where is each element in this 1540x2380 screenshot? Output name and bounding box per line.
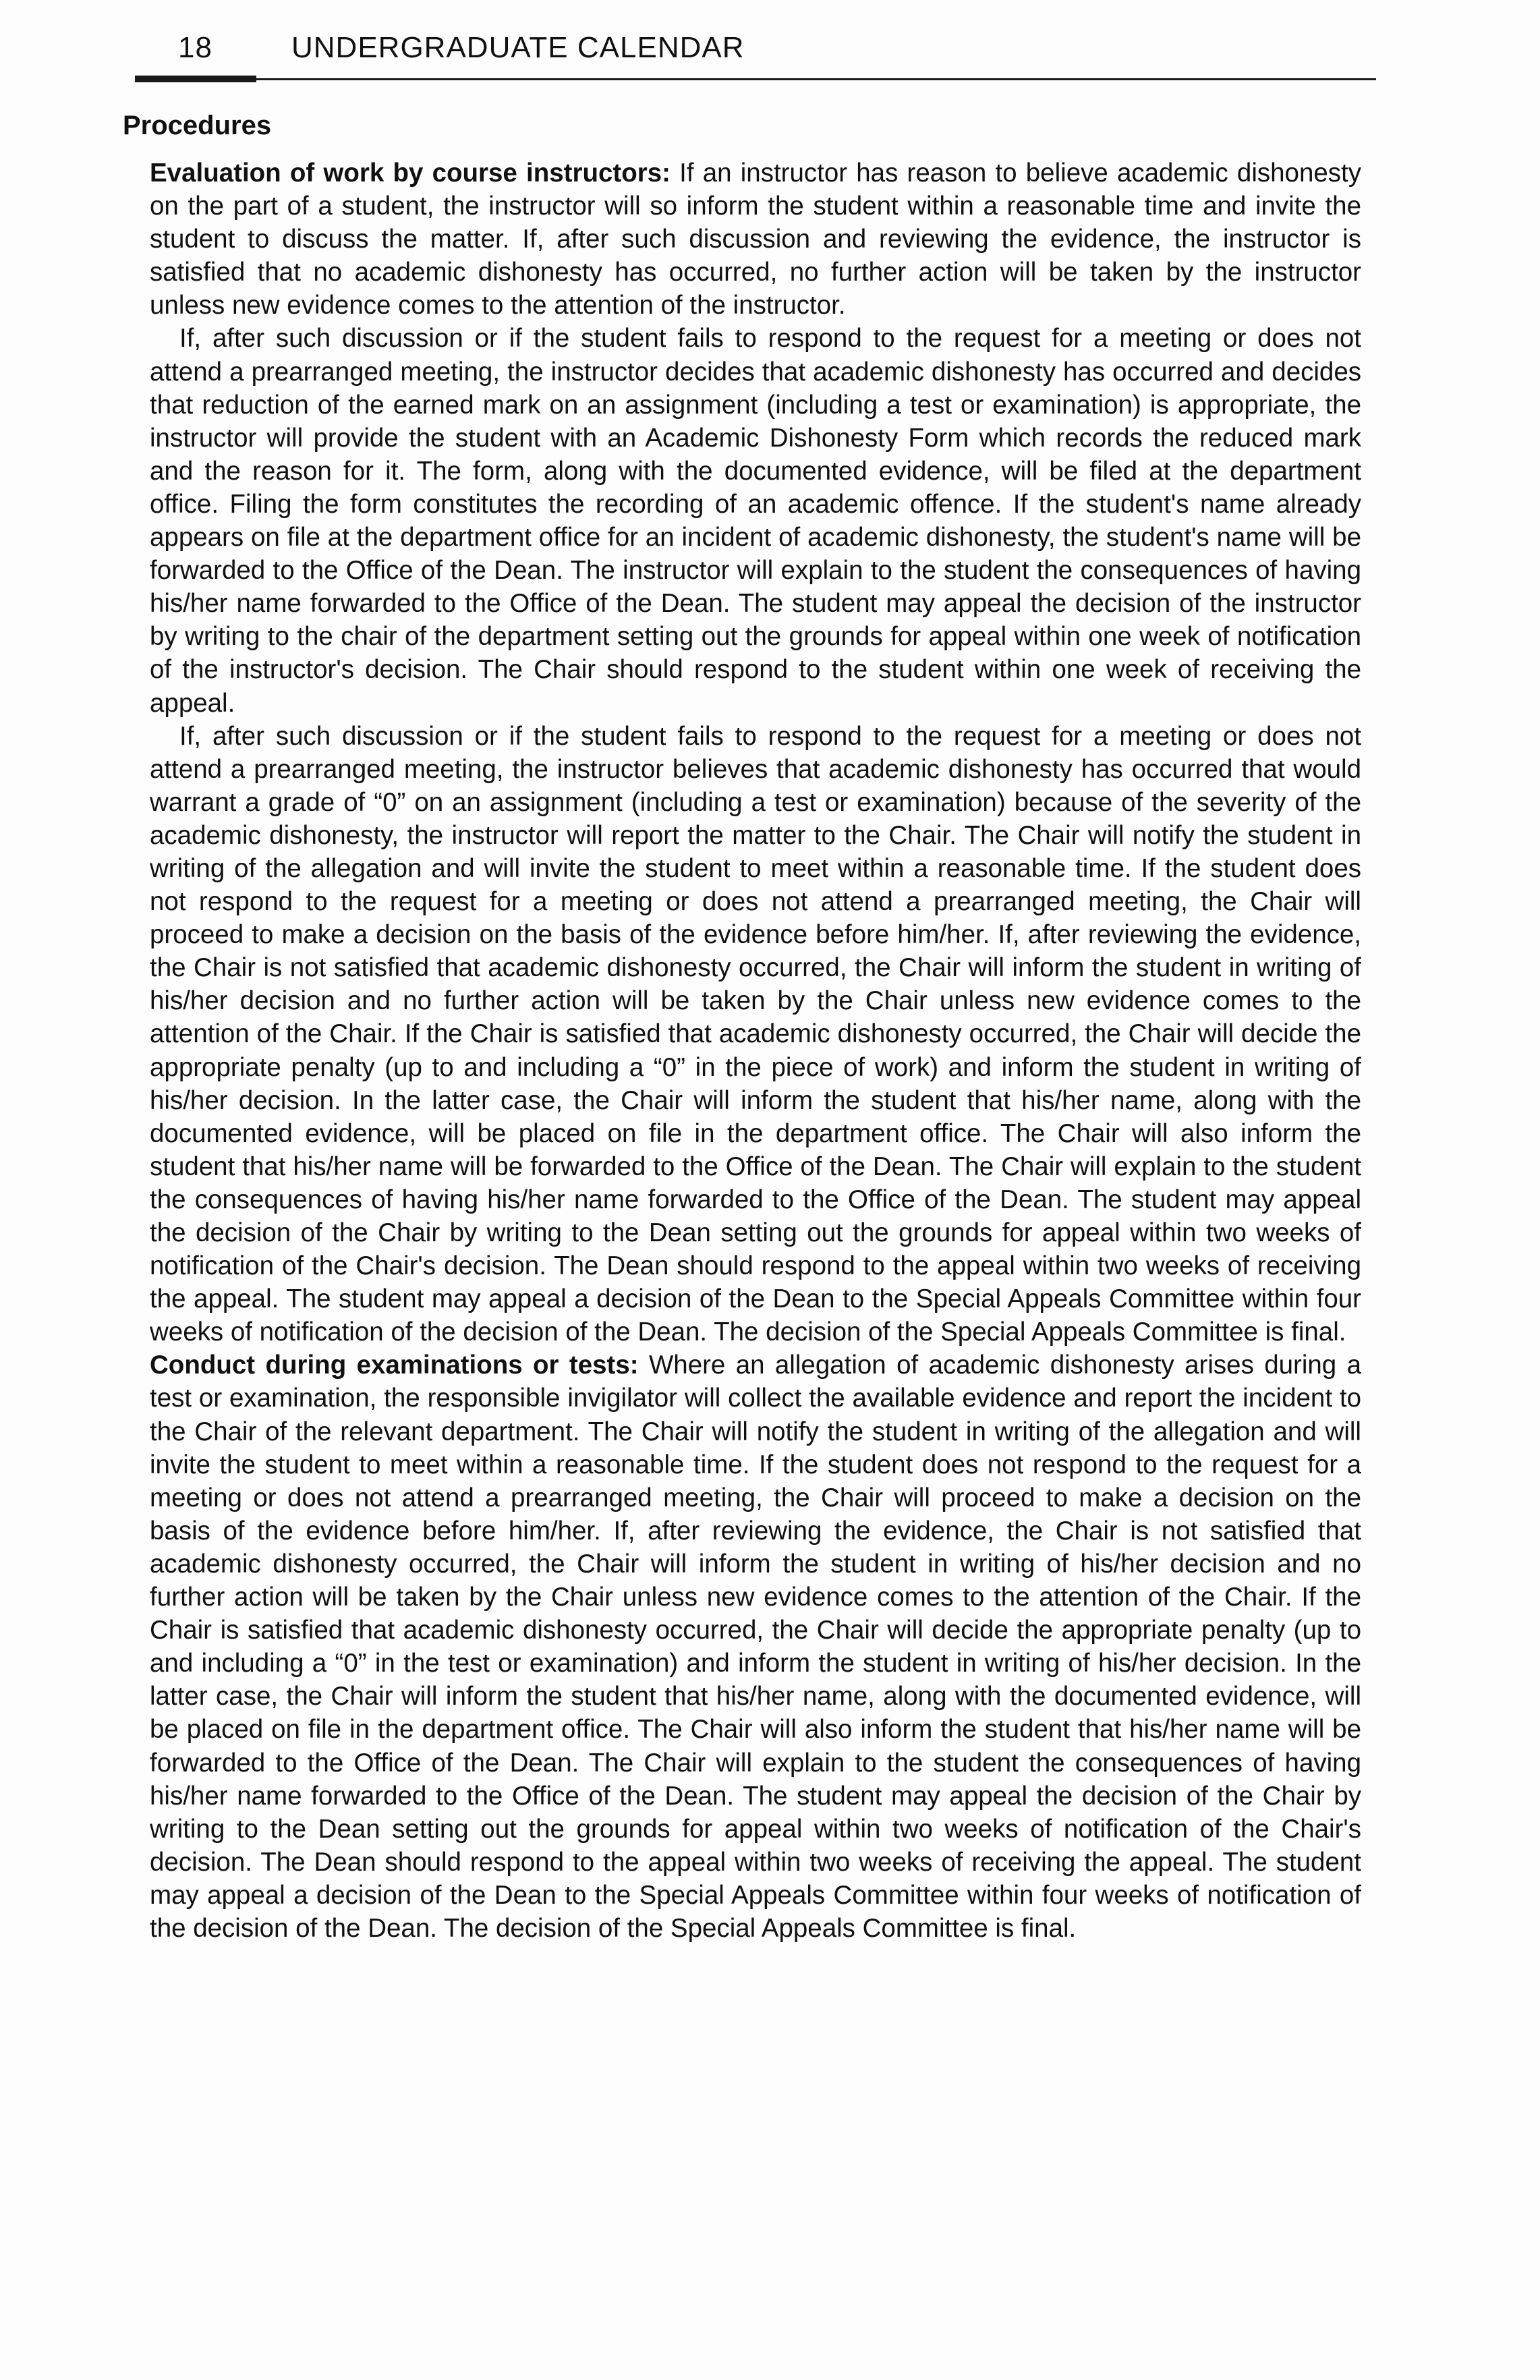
paragraph-examinations <box>150 1349 1361 1945</box>
paragraph-evaluation <box>150 157 1361 322</box>
page-header <box>135 26 1376 80</box>
paragraph-text: If, after such discussion or if the student fails to respond to the request for a meeting or does not attend a prearranged meeting, the instructor decides that academic dishonesty has occurred and decides that reduction of the earned mark on an assignment (including a test or examination) is appropriate, the instructor will provide the student with an Academic Dishonesty Form which records the reduced mark and the reason for it. The form, along with the documented evidence, will be filed at the department office. Filing the form constitutes the recording of an academic offence. If the student's name already appears on file at the department office for an incident of academic dishonesty, the student's name will be forwarded to the Office of the Dean. The instructor will explain to the student the consequences of having his/her name forwarded to the Office of the Dean. The student may appeal the decision of the instructor by writing to the chair of the department setting out the grounds for appeal within one week of notification of the instructor's decision. The Chair should respond to the student within one week of receiving the appeal. <box>150 324 1361 718</box>
paragraph-lead: Evaluation of work by course instructors: <box>150 159 671 188</box>
section-title: Procedures <box>123 111 272 140</box>
paragraph-text: If, after such discussion or if the student fails to respond to the request for a meeting or does not attend a prearranged meeting, the instructor believes that academic dishonesty has occurred that would warrant a grade of “0” on an assignment (including a test or examination) because of the severity of the academic dishonesty, the instructor will report the matter to the Chair. The Chair will notify the student in writing of the allegation and will invite the student to meet within a reasonable time. If the student does not respond to the request for a meeting or does not attend a prearranged meeting, the Chair will proceed to make a decision on the basis of the evidence before him/her. If, after reviewing the evidence, the Chair is not satisfied that academic dishonesty occurred, the Chair will inform the student in writing of his/her decision and no further action will be taken by the Chair unless new evidence comes to the attention of the Chair. If the Chair is satisfied that academic dishonesty occurred, the Chair will decide the appropriate penalty (up to and including a “0” in the piece of work) and inform the student in writing of his/her decision. In the latter case, the Chair will inform the student that his/her name, along with the documented evidence, will be placed on file in the department office. The Chair will also inform the student that his/her name will be forwarded to the Office of the Dean. The Chair will explain to the student the consequences of having his/her name forwarded to the Office of the Dean. The student may appeal the decision of the Chair by writing to the Dean setting out the grounds for appeal within two weeks of notification of the Chair's decision. The Dean should respond to the appeal within two weeks of receiving the appeal. The student may appeal a decision of the Dean to the Special Appeals Committee within four weeks of notification of the decision of the Dean. The decision of the Special Appeals Committee is final. <box>150 721 1361 1347</box>
page-number: 18 <box>178 31 212 64</box>
header-rule-thin <box>256 78 1376 80</box>
paragraph-zero-grade <box>150 720 1361 1349</box>
paragraph-reduction <box>150 322 1361 719</box>
header-rule-thick <box>135 76 256 82</box>
paragraph-text: If an instructor has reason to believe academic dishonesty on the part of a student, the instructor will so inform the student within a reasonable time and invite the student to discuss the matter. If, after such discussion and reviewing the evidence, the instructor is satisfied that no academic dishonesty has occurred, no further action will be taken by the instructor unless new evidence comes to the attention of the instructor. <box>150 159 1361 320</box>
paragraph-lead: Conduct during examinations or tests: <box>150 1351 639 1380</box>
body-text <box>150 157 1361 1945</box>
running-title: UNDERGRADUATE CALENDAR <box>291 31 745 64</box>
paragraph-text: Where an allegation of academic dishonesty arises during a test or examination, the responsible invigilator will collect the available evidence and report the incident to the Chair of the relevant department. The Chair will notify the student in writing of the allegation and will invite the student to meet within a reasonable time. If the student does not respond to the request for a meeting or does not attend a prearranged meeting, the Chair will proceed to make a decision on the basis of the evidence before him/her. If, after reviewing the evidence, the Chair is not satisfied that academic dishonesty occurred, the Chair will inform the student in writing of his/her decision and no further action will be taken by the Chair unless new evidence comes to the attention of the Chair. If the Chair is satisfied that academic dishonesty occurred, the Chair will decide the appropriate penalty (up to and including a “0” in the test or examination) and inform the student in writing of his/her decision. In the latter case, the Chair will inform the student that his/her name, along with the documented evidence, will be placed on file in the department office. The Chair will also inform the student that his/her name will be forwarded to the Office of the Dean. The Chair will explain to the student the consequences of having his/her name forwarded to the Office of the Dean. The student may appeal the decision of the Chair by writing to the Dean setting out the grounds for appeal within two weeks of notification of the Chair's decision. The Dean should respond to the appeal within two weeks of receiving the appeal. The student may appeal a decision of the Dean to the Special Appeals Committee within four weeks of notification of the decision of the Dean. The decision of the Special Appeals Committee is final. <box>150 1351 1361 1943</box>
